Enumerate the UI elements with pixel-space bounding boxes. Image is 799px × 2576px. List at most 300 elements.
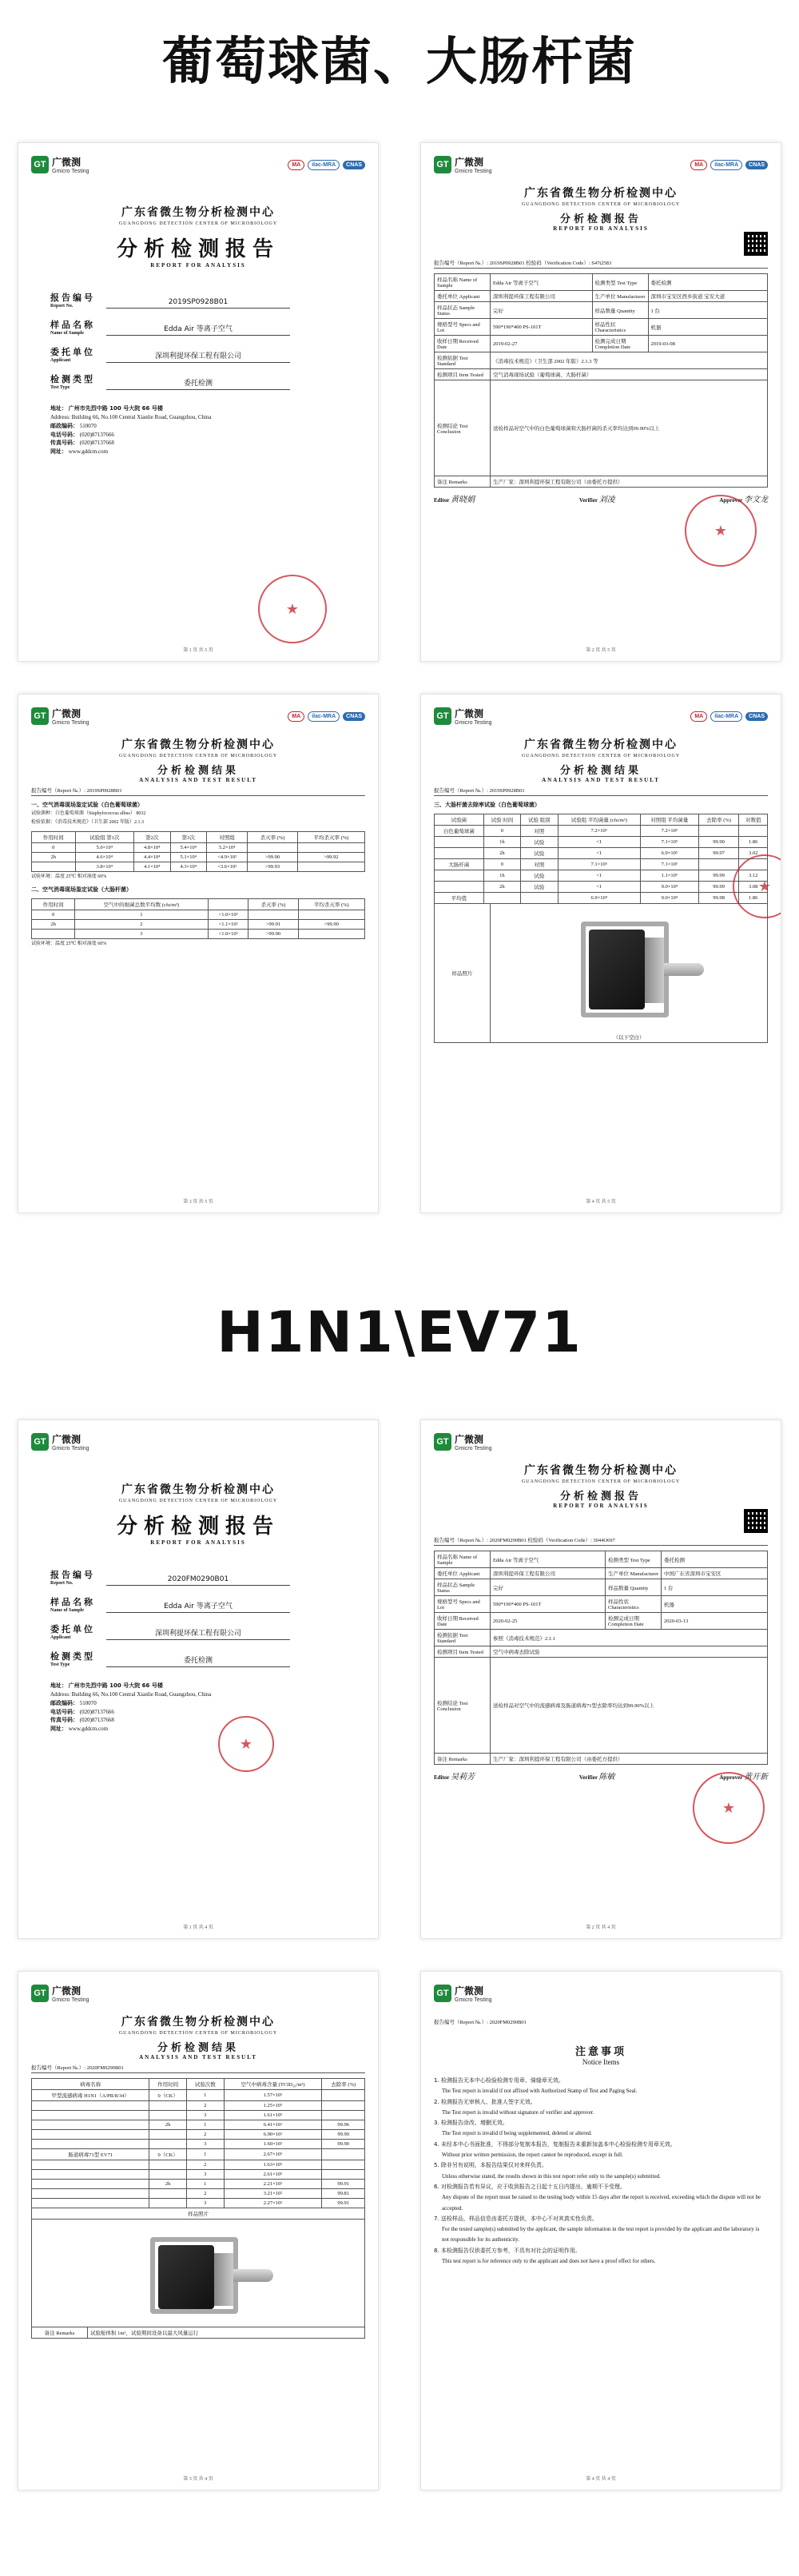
table-cell: 5.4×10⁴ bbox=[170, 843, 207, 853]
k-tel: 电话号码： bbox=[50, 431, 78, 438]
table-cell bbox=[297, 843, 364, 853]
page-number: 第 3 页 共 5 页 bbox=[183, 1200, 213, 1204]
column-header: 杀灭率 (%) bbox=[248, 832, 298, 843]
table-cell: 1.25×10⁵ bbox=[224, 2101, 322, 2111]
info-key: 样品数量 Quantity bbox=[592, 302, 648, 319]
report-result-2 bbox=[420, 694, 781, 1213]
table-cell: 试验 bbox=[521, 870, 558, 882]
gt-logo-icon: GT bbox=[31, 1433, 49, 1451]
notice-item: Without prior written permission, the report cannot be reproduced, except in full. bbox=[442, 2152, 623, 2159]
table-cell: <1 bbox=[558, 870, 641, 882]
table-cell bbox=[322, 2149, 365, 2160]
brand-name-en: Gmicro Testing bbox=[52, 169, 89, 174]
cnas-mark-icon: CNAS bbox=[343, 712, 365, 721]
table-cell bbox=[739, 826, 768, 837]
cma-mark-icon: MA bbox=[690, 711, 707, 722]
table-row bbox=[32, 2160, 365, 2170]
contact-block bbox=[50, 404, 365, 456]
photo-caption: （以下空白） bbox=[613, 1035, 645, 1041]
info-value: 2019-03-08 bbox=[648, 336, 767, 352]
report-title-en: REPORT FOR ANALYSIS bbox=[150, 262, 246, 269]
table-cell: 2h bbox=[149, 2120, 187, 2130]
result-title-en: ANALYSIS AND TEST RESULT bbox=[139, 777, 257, 783]
table-cell: 99.99 bbox=[698, 870, 739, 882]
info-value: 机器 bbox=[648, 319, 767, 336]
column-header: 平均杀灭率 (%) bbox=[298, 899, 364, 910]
notice-item: For the tested sample(s) submitted by the applicant, the sample information in the test report is provided by the applicant and the laboratory is not responsible for its authenticity. bbox=[442, 2226, 760, 2244]
k-address: 地址： bbox=[50, 1682, 67, 1689]
label-type-en: Test Type bbox=[50, 1662, 70, 1667]
gt-logo-icon: GT bbox=[434, 707, 451, 725]
info-key: 委托单位 Applicant bbox=[435, 291, 491, 302]
ilac-mark-icon: ilac-MRA bbox=[710, 711, 742, 722]
table-cell: 4.1×10⁴ bbox=[133, 862, 170, 872]
table-cell bbox=[32, 2120, 149, 2130]
center-name-en: GUANGDONG DETECTION CENTER OF MICROBIOLOGY bbox=[521, 202, 681, 207]
table-row bbox=[435, 826, 768, 837]
info-value: 中国广东省深圳市宝安区 bbox=[662, 1568, 768, 1579]
type-value: 委托检测 bbox=[106, 1654, 290, 1667]
column-header: 对数值 bbox=[739, 814, 768, 826]
info-value: 深圳利提环保工程有限公司 bbox=[491, 1568, 606, 1579]
notice-item: 4. 未经本中心书面批准，不得部分复制本报告，复制报告未重新加盖本中心检验检测专用章无效。 bbox=[434, 2140, 676, 2148]
page-number: 第 4 页 共 4 页 bbox=[586, 2477, 616, 2482]
column-header bbox=[208, 899, 248, 910]
k-post: 邮政编码： bbox=[50, 422, 78, 429]
report-title: 分析检测报告 bbox=[116, 237, 280, 261]
info-value: 深圳利提环保工程有限公司 bbox=[491, 291, 593, 302]
column-header: 杀灭率 (%) bbox=[248, 899, 298, 910]
table-row bbox=[32, 2189, 365, 2199]
ilac-mark-icon: ilac-MRA bbox=[308, 160, 340, 170]
table-cell: 3 bbox=[186, 2199, 224, 2208]
remark-text: 生产厂家：深圳利提环保工程有限公司（由委托方提供） bbox=[491, 1754, 768, 1765]
k-address-en: Address: bbox=[50, 1690, 70, 1698]
remark-label: 备注 Remarks bbox=[32, 2327, 88, 2339]
center-name: 广东省微生物分析检测中心 bbox=[121, 206, 275, 219]
result1-table bbox=[31, 831, 365, 872]
info-key: 规格型号 Specs and Lot bbox=[435, 1596, 491, 1613]
approver-label: Approver bbox=[719, 497, 743, 504]
gt-logo-icon: GT bbox=[434, 1433, 451, 1451]
photo-table bbox=[31, 2208, 365, 2339]
table-cell: 3.08 bbox=[739, 882, 768, 893]
report-title-en: REPORT FOR ANALYSIS bbox=[150, 1539, 246, 1546]
table-cell bbox=[32, 930, 75, 939]
info-key: 样品状态 Sample Status bbox=[435, 1579, 491, 1596]
official-stamp bbox=[685, 495, 757, 567]
table-cell bbox=[322, 2170, 365, 2180]
verifier-signature: 刘凌 bbox=[598, 496, 615, 504]
table-cell: 99.90 bbox=[322, 2140, 365, 2149]
table-cell: 1.61×10⁵ bbox=[224, 2111, 322, 2120]
report-title: 分析检测报告 bbox=[559, 213, 642, 225]
virus-table bbox=[31, 2078, 365, 2208]
table-cell: <1 bbox=[558, 837, 641, 848]
notice-item: Unless otherwise stated, the results shown in this test report refer only to the sample(s) submitted. bbox=[442, 2172, 661, 2180]
qr-code-icon[interactable] bbox=[744, 1509, 768, 1533]
table-cell: 3.12 bbox=[739, 870, 768, 882]
info-value: 完好 bbox=[491, 302, 593, 319]
brand-name-en: Gmicro Testing bbox=[455, 1446, 492, 1451]
report-code-line: 报告编号（Report №.）: 2019SP0928B01 校验码（Verification Code）: S47t2583 bbox=[434, 259, 768, 269]
info-value: 590*190*400 PS-101T bbox=[491, 1596, 606, 1613]
info-value: 空气中病毒去除试验 bbox=[491, 1646, 768, 1658]
page-number: 第 4 页 共 5 页 bbox=[586, 1200, 616, 1204]
table-cell: <1.0×10² bbox=[208, 910, 248, 920]
table-row bbox=[32, 2180, 365, 2189]
table-cell: 2 bbox=[186, 2160, 224, 2170]
table-cell: <1 bbox=[558, 848, 641, 859]
table-row bbox=[435, 859, 768, 870]
brand-name-en: Gmicro Testing bbox=[455, 1997, 492, 2003]
table-cell: 7.1×10⁵ bbox=[641, 859, 699, 870]
info-key: 样品数量 Quantity bbox=[606, 1579, 662, 1596]
table-cell bbox=[32, 862, 76, 872]
table-cell: 1h bbox=[483, 870, 520, 882]
table-cell bbox=[435, 870, 484, 882]
gt-logo-icon: GT bbox=[31, 156, 49, 173]
column-header: 试验组 第1次 bbox=[75, 832, 133, 843]
info-key: 检测完成日期 Completion Date bbox=[592, 336, 648, 352]
table-cell bbox=[149, 2160, 187, 2170]
brand-name-en: Gmicro Testing bbox=[455, 169, 492, 174]
info-key: 检测项目 Item Tested bbox=[435, 369, 491, 380]
label-type-en: Test Type bbox=[50, 385, 70, 390]
notice-item: The Test report is invalid if not affixed with Authorized Stamp of Test and Paging Seal. bbox=[442, 2088, 638, 2095]
center-name: 广东省微生物分析检测中心 bbox=[121, 1483, 275, 1496]
notice-item: The Test report is invalid without signature of verifier and approver. bbox=[442, 2108, 594, 2116]
table-cell: 99.90 bbox=[698, 837, 739, 848]
editor-signature: 黄晓娟 bbox=[451, 496, 475, 504]
info-key: 生产单位 Manufacturer bbox=[606, 1568, 662, 1579]
center-name-en: GUANGDONG DETECTION CENTER OF MICROBIOLOGY bbox=[118, 754, 278, 758]
table-cell bbox=[149, 2101, 187, 2111]
device-side bbox=[645, 938, 664, 1003]
table-cell bbox=[149, 2189, 187, 2199]
table-row bbox=[32, 862, 365, 872]
address-en: Building 66, No.100 Central Xianlie Road, Guangzhou, China bbox=[71, 413, 212, 420]
k-web: 网址： bbox=[50, 448, 67, 456]
column-header: 平均杀灭率 (%) bbox=[297, 832, 364, 843]
notice-item: 2. 检测报告无审核人、批准人签字无效。 bbox=[434, 2098, 536, 2105]
k-fax: 传真号码： bbox=[50, 1717, 78, 1724]
test-basis-line: 检验依据：《消毒技术规范》（卫生部 2002 年版）2.1.3 bbox=[31, 820, 145, 825]
table-cell: 1 bbox=[186, 2149, 224, 2160]
table-cell bbox=[149, 2170, 187, 2180]
table-cell: 5.2×10⁴ bbox=[207, 843, 248, 853]
info-row bbox=[435, 274, 768, 291]
notice-item: This test report is for reference only to the applicant and does not have a proof effect for others. bbox=[442, 2258, 656, 2265]
brand-name-cn: 广微测 bbox=[455, 708, 484, 719]
brand-name-cn: 广微测 bbox=[455, 1434, 484, 1445]
column-header: 作用时间 bbox=[149, 2079, 187, 2090]
conclusion-table bbox=[434, 1657, 768, 1765]
info-value: 2020-03-13 bbox=[662, 1613, 768, 1630]
info-key: 样品名称 Name of Sample bbox=[435, 1551, 491, 1568]
table-cell: <4.9×10² bbox=[207, 853, 248, 862]
column-header: 试验 时间 bbox=[483, 814, 520, 826]
table-cell: 7.2×10⁵ bbox=[558, 826, 641, 837]
brand-name-cn: 广微测 bbox=[455, 1985, 484, 1997]
approver-signature: 李文龙 bbox=[744, 496, 768, 504]
table-cell: 1.57×10⁵ bbox=[224, 2090, 322, 2101]
notice-item: 3. 检测报告涂改、增删无效。 bbox=[434, 2120, 508, 2127]
table-row bbox=[32, 2101, 365, 2111]
stamp-star-icon: ★ bbox=[721, 1799, 736, 1817]
report-code-line: 报告编号（Report №.）: 2020FM0290B01 bbox=[31, 2064, 365, 2073]
table-cell: 4.6×10⁴ bbox=[75, 853, 133, 862]
info-table bbox=[434, 1551, 768, 1658]
info-row bbox=[435, 1568, 768, 1579]
table-cell: 7.1×10⁵ bbox=[558, 859, 641, 870]
brand-name-en: Gmicro Testing bbox=[52, 1997, 89, 2003]
test-env-line: 试验环境：温度 25℃ 相对湿度 60% bbox=[31, 874, 107, 879]
photo-label: 样品照片 bbox=[32, 2208, 365, 2220]
test-env-line-2: 试验环境：温度 25℃ 相对湿度 60% bbox=[31, 942, 107, 946]
table-cell: 平均值 bbox=[435, 893, 484, 904]
table-cell: <1.1×10² bbox=[208, 920, 248, 930]
table-cell: 6.9×10⁵ bbox=[641, 848, 699, 859]
table-cell: 2 bbox=[186, 2101, 224, 2111]
table-cell: 2 bbox=[186, 2189, 224, 2199]
table-cell bbox=[435, 837, 484, 848]
table-cell bbox=[435, 848, 484, 859]
table-cell bbox=[521, 893, 558, 904]
info-row bbox=[435, 369, 768, 380]
table-cell bbox=[322, 2090, 365, 2101]
report-cover-2 bbox=[18, 1419, 379, 1939]
table-row bbox=[32, 920, 365, 930]
report-code-line: 报告编号（Report №.）: 2019SP0928B01 bbox=[31, 786, 365, 796]
table-cell: <3.6×10² bbox=[207, 862, 248, 872]
type-value: 委托检测 bbox=[106, 377, 290, 390]
cover-fields bbox=[50, 291, 365, 390]
column-header: 试验 组别 bbox=[521, 814, 558, 826]
info-value: Edda Air 等离子空气 bbox=[491, 1551, 606, 1568]
info-key: 检测依据 Test Standard bbox=[435, 352, 491, 369]
label-sample: 样品名称 bbox=[50, 320, 95, 330]
table-cell: 0（CK） bbox=[149, 2090, 187, 2101]
info-value: 委托检测 bbox=[662, 1551, 768, 1568]
page-number: 第 2 页 共 4 页 bbox=[586, 1925, 616, 1930]
table-cell: 99.90 bbox=[322, 2130, 365, 2140]
notice-item: Any dispute of the report must be raised to the testing body within 15 days after the report is received, exceeding which the dispute will not be accepted. bbox=[442, 2194, 761, 2212]
center-name: 广东省微生物分析检测中心 bbox=[121, 2016, 275, 2029]
center-name: 广东省微生物分析检测中心 bbox=[524, 739, 678, 751]
info-key: 检测类型 Test Type bbox=[592, 274, 648, 291]
table-cell: >99.90 bbox=[248, 930, 298, 939]
info-row bbox=[435, 1579, 768, 1596]
sample-value: Edda Air 等离子空气 bbox=[106, 323, 290, 336]
stamp-star-icon: ★ bbox=[757, 878, 772, 895]
report-notice bbox=[420, 1971, 781, 2490]
info-value: 2019-02-27 bbox=[491, 336, 593, 352]
remark-text: 生产厂家：深圳利提环保工程有限公司（由委托方提供） bbox=[491, 476, 768, 488]
table-cell: 0 bbox=[483, 826, 520, 837]
info-row bbox=[435, 319, 768, 336]
device-tube bbox=[664, 963, 704, 976]
table-cell bbox=[149, 2199, 187, 2208]
center-name: 广东省微生物分析检测中心 bbox=[524, 187, 678, 200]
table-cell: 0 bbox=[32, 843, 76, 853]
section2-heading: 二、空气消毒现场鉴定试验（大肠杆菌） bbox=[31, 886, 132, 893]
brand-name-cn: 广微测 bbox=[52, 1434, 81, 1445]
brand-name-en: Gmicro Testing bbox=[52, 720, 89, 726]
brand-name-en: Gmicro Testing bbox=[455, 720, 492, 726]
brand-name-cn: 广微测 bbox=[52, 708, 81, 719]
table-row bbox=[32, 2111, 365, 2120]
table-cell: 5.0×10⁴ bbox=[75, 843, 133, 853]
table-cell bbox=[32, 2160, 149, 2170]
column-header: 试验菌 bbox=[435, 814, 484, 826]
info-key: 样品性状 Characteristics bbox=[606, 1596, 662, 1613]
table-cell: <1.0×10² bbox=[208, 930, 248, 939]
device-body bbox=[589, 930, 645, 1009]
cma-mark-icon: MA bbox=[690, 160, 707, 170]
qr-code-icon[interactable] bbox=[744, 232, 768, 256]
table-cell: 4.3×10⁴ bbox=[170, 862, 207, 872]
section-title-text: 葡萄球菌、大肠杆菌 bbox=[162, 33, 637, 92]
verifier-label: Verifier bbox=[578, 497, 598, 504]
info-row bbox=[435, 302, 768, 319]
table-row bbox=[32, 853, 365, 862]
table-row bbox=[435, 848, 768, 859]
table-row bbox=[32, 2130, 365, 2140]
table-cell bbox=[322, 2160, 365, 2170]
table-cell: 99.98 bbox=[698, 893, 739, 904]
table-cell: >99.90 bbox=[248, 853, 298, 862]
table-cell: 6.41×10¹ bbox=[224, 2120, 322, 2130]
table-cell bbox=[698, 826, 739, 837]
info-value: 参照《消毒技术规范》2.1.1 bbox=[491, 1630, 768, 1646]
section1-heading: 一、空气消毒现场鉴定试验（白色葡萄球菌） bbox=[31, 802, 143, 808]
table-cell: 2h bbox=[32, 920, 75, 930]
table-cell: 2.21×10² bbox=[224, 2180, 322, 2189]
table-cell: 3.02 bbox=[739, 848, 768, 859]
notice-item: 7. 送检样品，样品信息由委托方提供，本中心不对其真实性负责。 bbox=[434, 2215, 598, 2222]
label-type: 检测类型 bbox=[50, 1651, 95, 1662]
column-header: 作用时间 bbox=[32, 899, 75, 910]
table-cell: 99.97 bbox=[698, 848, 739, 859]
device-body bbox=[158, 2245, 214, 2309]
center-name: 广东省微生物分析检测中心 bbox=[524, 1464, 678, 1477]
page-number: 第 1 页 共 5 页 bbox=[183, 648, 213, 653]
table-cell: 99.99 bbox=[698, 882, 739, 893]
gt-logo-icon: GT bbox=[31, 707, 49, 725]
column-header: 试验次数 bbox=[186, 2079, 224, 2090]
center-name-en: GUANGDONG DETECTION CENTER OF MICROBIOLOGY bbox=[118, 1499, 278, 1503]
brand-logo bbox=[31, 155, 89, 174]
table-cell: 7.1×10⁵ bbox=[641, 837, 699, 848]
info-row bbox=[435, 1613, 768, 1630]
info-value: Edda Air 等离子空气 bbox=[491, 274, 593, 291]
table-cell: 1 bbox=[186, 2120, 224, 2130]
brand-name-cn: 广微测 bbox=[52, 1985, 81, 1997]
table-cell bbox=[32, 2111, 149, 2120]
approver-signature: 黄开新 bbox=[744, 1773, 768, 1782]
table-cell: 白色葡萄球菌 bbox=[435, 826, 484, 837]
column-header: 对照组 bbox=[207, 832, 248, 843]
info-key: 样品状态 Sample Status bbox=[435, 302, 491, 319]
table-cell: 1.60×10² bbox=[224, 2140, 322, 2149]
k-tel: 电话号码： bbox=[50, 1708, 78, 1715]
official-stamp bbox=[218, 1716, 274, 1772]
device-photo bbox=[118, 2229, 278, 2317]
table-row bbox=[32, 2120, 365, 2130]
sample-value: Edda Air 等离子空气 bbox=[106, 1600, 290, 1613]
report-title-en: REPORT FOR ANALYSIS bbox=[553, 225, 649, 232]
result-title-en: ANALYSIS AND TEST RESULT bbox=[139, 2054, 257, 2060]
brand-name-cn: 广微测 bbox=[52, 157, 81, 168]
info-key: 检测项目 Item Tested bbox=[435, 1646, 491, 1658]
table-cell: 99.96 bbox=[322, 2120, 365, 2130]
label-applicant-en: Applicant bbox=[50, 1635, 71, 1640]
table-row bbox=[32, 2199, 365, 2208]
table-cell: 3.8×10⁴ bbox=[75, 862, 133, 872]
report-no-value: 2020FM0290B01 bbox=[106, 1575, 290, 1586]
table-cell bbox=[322, 2101, 365, 2111]
notice-item: The Test report is invalid if being supplemented, deleted or altered. bbox=[442, 2130, 592, 2137]
stamp-star-icon: ★ bbox=[239, 1735, 253, 1753]
table-cell bbox=[149, 2130, 187, 2140]
result-title: 分析检测结果 bbox=[157, 765, 239, 777]
column-header: 去除率 (%) bbox=[322, 2079, 365, 2090]
report-code-line: 报告编号（Report №.）: 2020FM0290B01 校验码（Verification Code）: 3044O697 bbox=[434, 1536, 768, 1546]
table-cell: 2.67×10⁵ bbox=[224, 2149, 322, 2160]
table-cell: 1 bbox=[186, 2180, 224, 2189]
notice-title: 注意事项 bbox=[574, 2046, 626, 2058]
device-side bbox=[214, 2253, 233, 2306]
table-cell: 大肠杆菌 bbox=[435, 859, 484, 870]
notice-item: 1. 检测报告无本中心检验检测专用章、骑缝章无效。 bbox=[434, 2077, 564, 2084]
table-cell: 3 bbox=[186, 2111, 224, 2120]
section-title-staph bbox=[0, 16, 799, 104]
table-cell bbox=[32, 2140, 149, 2149]
table-cell bbox=[32, 2130, 149, 2140]
table-row bbox=[435, 893, 768, 904]
conclusion-label: 检测结论 Test Conclusion bbox=[435, 380, 491, 476]
ilac-mark-icon: ilac-MRA bbox=[710, 160, 742, 170]
section-title-text: H1N1\EV71 bbox=[217, 1300, 582, 1365]
table-cell bbox=[297, 862, 364, 872]
center-name: 广东省微生物分析检测中心 bbox=[121, 739, 275, 751]
column-header: 病毒名称 bbox=[32, 2079, 149, 2090]
conclusion-text: 送检样品对空气中的白色葡萄球菌和大肠杆菌的杀灭率均达到99.90%以上 bbox=[491, 380, 768, 476]
table-cell: >99.91 bbox=[248, 920, 298, 930]
notice-item: 6. 对检测报告若有异议，应于收到报告之日起十五日内提出，逾期不予受理。 bbox=[434, 2183, 626, 2190]
table-cell: 9.0×10⁴ bbox=[641, 882, 699, 893]
k-fax: 传真号码： bbox=[50, 440, 78, 447]
info-value: 深圳市宝安区西乡街道 宝安大道 bbox=[648, 291, 767, 302]
conclusion-label: 检测结论 Test Conclusion bbox=[435, 1658, 491, 1754]
page-number: 第 2 页 共 5 页 bbox=[586, 648, 616, 653]
k-address: 地址： bbox=[50, 405, 67, 412]
cnas-mark-icon: CNAS bbox=[343, 161, 365, 169]
table-cell: 试验 bbox=[521, 882, 558, 893]
postcode: 510070 bbox=[79, 1699, 97, 1706]
info-value: 1 台 bbox=[662, 1579, 768, 1596]
k-web: 网址： bbox=[50, 1726, 67, 1733]
official-stamp bbox=[693, 1772, 765, 1844]
verifier-label: Verifier bbox=[578, 1774, 598, 1781]
table-cell: 2h bbox=[149, 2180, 187, 2189]
table-cell: 1.86 bbox=[739, 893, 768, 904]
label-applicant-en: Applicant bbox=[50, 358, 71, 363]
website: www.gddcm.com bbox=[68, 1726, 109, 1733]
table-cell: 99.91 bbox=[322, 2180, 365, 2189]
notice-title-en: Notice Items bbox=[582, 2058, 620, 2066]
